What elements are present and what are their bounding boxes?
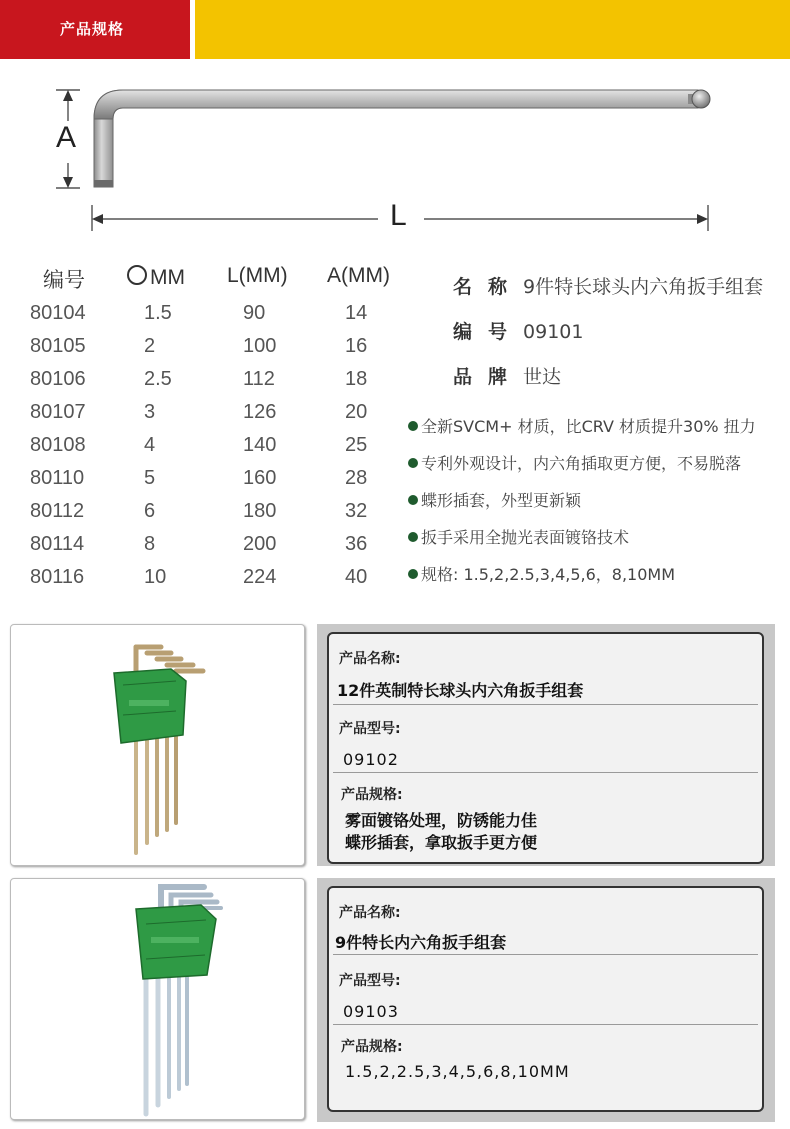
bullet-icon xyxy=(408,495,418,505)
cell-length: 200 xyxy=(243,533,277,555)
feature-text: 蝶形插套，外型更新颖 xyxy=(421,491,582,510)
feature-item xyxy=(408,525,629,548)
header-bar xyxy=(0,0,790,59)
product-spec-line: 1.5,2,2.5,3,4,5,6,8,10MM xyxy=(345,1062,570,1081)
product-spec-line: 蝶形插套，拿取扳手更方便 xyxy=(345,833,538,852)
info-brand-row xyxy=(453,362,561,389)
bullet-icon xyxy=(408,458,418,468)
info-brand-label: 品牌 xyxy=(453,366,524,388)
hex-key-set-image xyxy=(11,879,304,1119)
info-name-value: 9件特长球头内六角扳手组套 xyxy=(523,276,764,298)
product-card-09103 xyxy=(327,886,764,1112)
info-code-value: 09101 xyxy=(523,321,584,343)
cell-diameter: 5 xyxy=(144,467,156,489)
dimension-l-label: L xyxy=(390,199,407,232)
info-name-label: 名称 xyxy=(453,276,524,298)
cell-diameter: 6 xyxy=(144,500,156,522)
cell-code: 80116 xyxy=(30,566,85,588)
product-name-label: 产品名称: xyxy=(339,651,401,667)
cell-diameter: 1.5 xyxy=(144,302,172,324)
cell-length: 180 xyxy=(243,500,277,522)
cell-length: 100 xyxy=(243,335,277,357)
feature-item xyxy=(408,451,741,474)
cell-arm: 14 xyxy=(345,302,368,324)
divider xyxy=(333,954,758,955)
cell-code: 80104 xyxy=(30,302,86,324)
cell-code: 80106 xyxy=(30,368,86,390)
feature-item xyxy=(408,488,581,511)
col-header-length: L(MM) xyxy=(227,264,288,287)
cell-arm: 40 xyxy=(345,566,368,588)
wrench-diagram xyxy=(0,59,790,249)
product-spec-label: 产品规格: xyxy=(341,1039,403,1055)
feature-text: 扳手采用全抛光表面镀铬技术 xyxy=(421,528,630,547)
feature-item xyxy=(408,414,756,437)
feature-text: 规格: 1.5,2,2.5,3,4,5,6，8,10MM xyxy=(421,565,676,584)
cell-diameter: 3 xyxy=(144,401,156,423)
product-spec-line: 雾面镀铬处理，防锈能力佳 xyxy=(345,811,538,830)
cell-arm: 32 xyxy=(345,500,368,522)
hex-key-set-image xyxy=(11,625,304,865)
cell-diameter: 2 xyxy=(144,335,156,357)
product-name: 9件特长内六角扳手组套 xyxy=(335,933,507,952)
col-header-diameter-label: MM xyxy=(150,266,185,289)
feature-text: 全新SVCM+ 材质，比CRV 材质提升30% 扭力 xyxy=(421,417,756,436)
product-model-label: 产品型号: xyxy=(339,973,401,989)
hex-diameter-icon xyxy=(127,265,147,285)
cell-code: 80112 xyxy=(30,500,85,522)
cell-length: 126 xyxy=(243,401,277,423)
col-header-code: 编号 xyxy=(43,269,85,292)
cell-length: 160 xyxy=(243,467,277,489)
cell-length: 90 xyxy=(243,302,266,324)
divider xyxy=(333,772,758,773)
feature-item xyxy=(408,562,675,585)
product-model-label: 产品型号: xyxy=(339,721,401,737)
product-card-09102 xyxy=(327,632,764,864)
col-header-diameter xyxy=(127,264,185,290)
info-brand-value: 世达 xyxy=(523,366,562,388)
cell-code: 80107 xyxy=(30,401,86,423)
cell-code: 80105 xyxy=(30,335,86,357)
cell-length: 140 xyxy=(243,434,277,456)
cell-arm: 16 xyxy=(345,335,368,357)
bullet-icon xyxy=(408,532,418,542)
feature-text: 专利外观设计，内六角插取更方便，不易脱落 xyxy=(421,454,742,473)
cell-diameter: 2.5 xyxy=(144,368,172,390)
header-yellow-block xyxy=(195,0,790,59)
product-model: 09102 xyxy=(343,750,399,769)
cell-arm: 20 xyxy=(345,401,368,423)
bullet-icon xyxy=(408,421,418,431)
cell-arm: 18 xyxy=(345,368,368,390)
cell-length: 112 xyxy=(243,368,275,390)
hex-key-shape xyxy=(94,90,710,187)
bullet-icon xyxy=(408,569,418,579)
header-title: 产品规格 xyxy=(60,20,125,38)
product-spec-label: 产品规格: xyxy=(341,787,403,803)
cell-code: 80110 xyxy=(30,467,85,489)
cell-code: 80114 xyxy=(30,533,85,555)
dimension-a-label: A xyxy=(56,121,77,154)
info-name-row xyxy=(453,272,763,299)
info-code-label: 编号 xyxy=(453,321,524,343)
cell-code: 80108 xyxy=(30,434,86,456)
info-code-row xyxy=(453,317,583,344)
product-name: 12件英制特长球头内六角扳手组套 xyxy=(337,681,584,700)
divider xyxy=(333,1024,758,1025)
product-photo-09103 xyxy=(10,878,305,1120)
cell-diameter: 4 xyxy=(144,434,156,456)
cell-arm: 36 xyxy=(345,533,368,555)
cell-arm: 28 xyxy=(345,467,368,489)
cell-length: 224 xyxy=(243,566,277,588)
cell-diameter: 10 xyxy=(144,566,167,588)
product-name-label: 产品名称: xyxy=(339,905,401,921)
product-photo-09102 xyxy=(10,624,305,866)
cell-arm: 25 xyxy=(345,434,368,456)
product-model: 09103 xyxy=(343,1002,399,1021)
cell-diameter: 8 xyxy=(144,533,156,555)
divider xyxy=(333,704,758,705)
col-header-arm: A(MM) xyxy=(327,264,390,287)
